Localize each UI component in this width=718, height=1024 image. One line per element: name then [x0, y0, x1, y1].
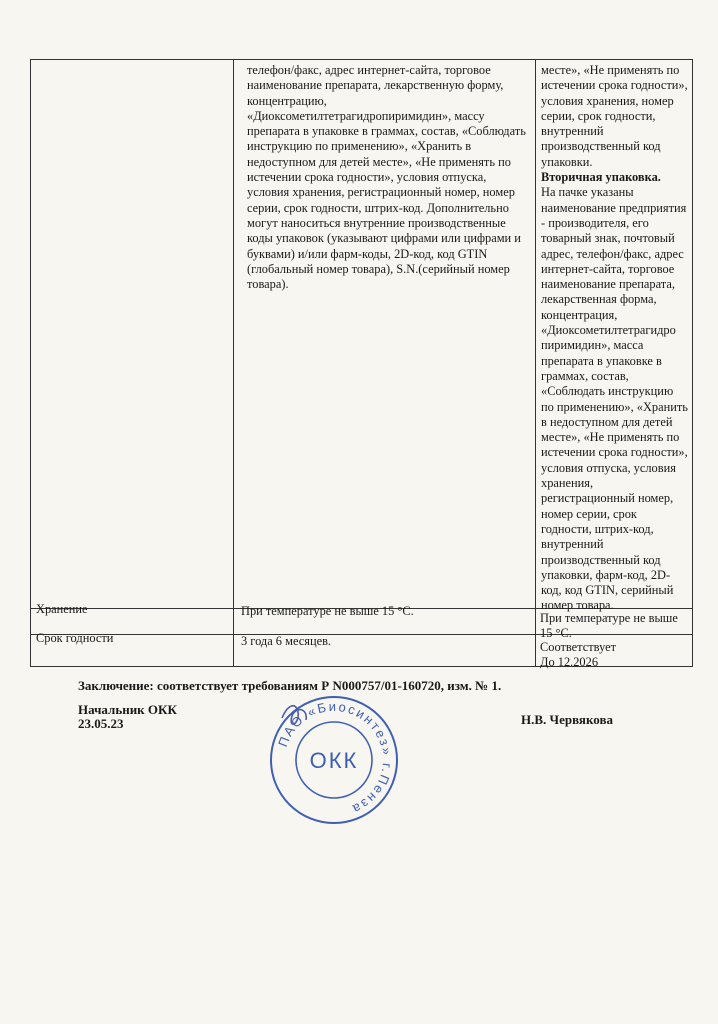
secondary-packaging-text: На пачке указаны наименование предприятия - производителя, его товарный знак, почтовый адрес, телефон/факс, адрес интернет-сайта, торговое наименование препарата, лекарственная форма, концентрация, «Диоксометилтетрагидро пиримидин», масса препарата в упаковке в граммах, состав, «Соблюдать инструкцию по применению», «Хранить в недоступном для детей месте», «Не применять по истечении срока годности», условия отпуска, условия хранения, регистрационный номер, номер серии, срок годности, штрих-код, внутренний производственный код упаковки, фарм-код, 2D-код, код GTIN, серийный номер товара. [541, 185, 688, 613]
shelf-life-requirement: 3 года 6 месяцев. [241, 634, 332, 648]
table-border-right [692, 59, 693, 667]
qc-department-stamp [268, 694, 400, 826]
signatory-title: Начальник ОКК [78, 702, 177, 717]
shelf-life-status: Соответствует [540, 640, 617, 654]
signatory-name: Н.В. Червякова [521, 712, 613, 727]
shelf-life-expiry: До 12.2026 [540, 655, 599, 670]
storage-label: Хранение [36, 602, 88, 616]
shelf-life-label: Срок годности [36, 631, 114, 645]
conclusion-text: Заключение: соответствует требованиям Р N000757/01-160720, изм. № 1. [78, 678, 502, 693]
table-column-divider [233, 59, 234, 667]
stamp-ring-text: ПАО «Биосинтез» г.Пенза [275, 698, 396, 818]
storage-result: При температуре не выше 15 °С. [540, 611, 678, 641]
table-column-divider [535, 59, 536, 667]
secondary-packaging-heading: Вторичная упаковка. [541, 170, 661, 185]
table-border-left [30, 59, 31, 667]
table-border-top [30, 59, 693, 60]
specification-table [30, 59, 693, 670]
signature-date: 23.05.23 [78, 716, 124, 731]
row1-requirement-text: телефон/факс, адрес интернет-сайта, торговое наименование препарата, лекарственную форму, концентрацию, «Диоксометилтетрагидропиримидин», массу препарата в упаковке в граммах, состав, «Соблюдать инструкцию по применению», «Хранить в недоступном для детей месте», «Не применять по истечении срока годности», условия отпуска, условия хранения, регистрационный номер, номер серии, срок годности, штрих-код. Дополнительно могут наноситься внутренние производственные коды упаковок (указывают цифрами или цифрами и буквами) и/или фарм-коды, 2D-код, код GTIN (глобальный номер товара), S.N.(серийный номер товара). [247, 63, 526, 292]
row1-result-cell [541, 63, 689, 614]
row1-requirement-cell [247, 63, 529, 292]
shelf-life-result [540, 640, 690, 671]
stamp-center-text: ОКК [309, 748, 359, 773]
row1-result-text: месте», «Не применять по истечении срока годности», условия хранения, номер серии, срок годности, внутренний производственный код упаковки. [541, 63, 688, 169]
storage-requirement: При температуре не выше 15 °С. [241, 604, 414, 618]
